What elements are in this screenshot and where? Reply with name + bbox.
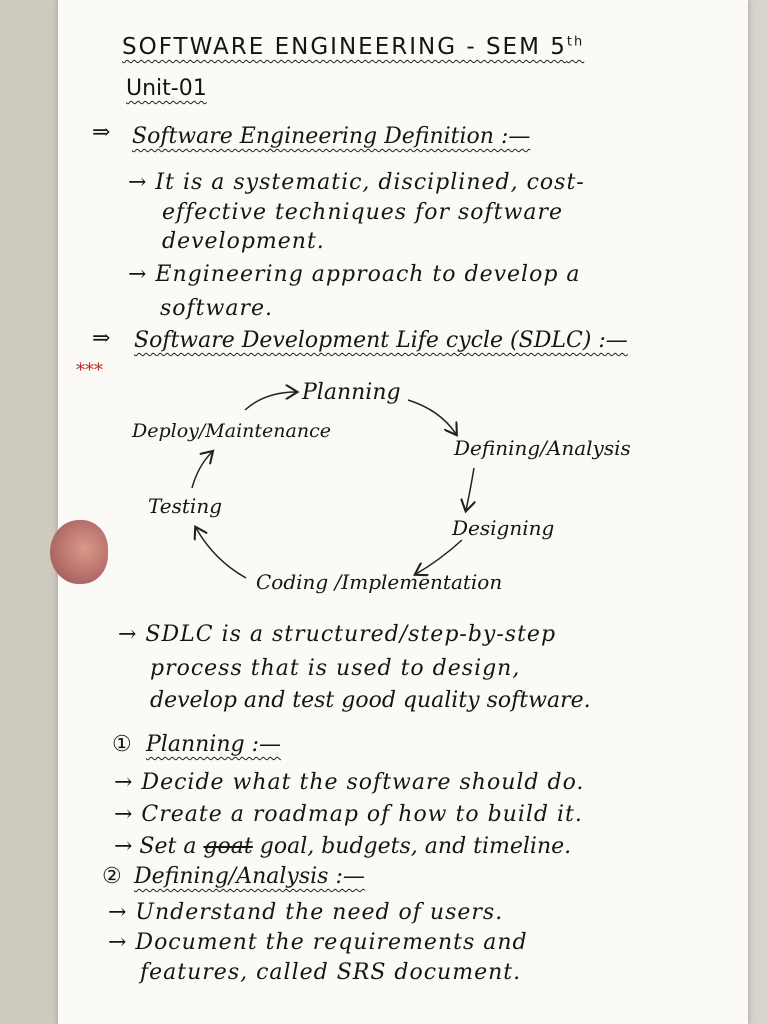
number-one-icon: ① bbox=[112, 732, 132, 757]
definition-heading: Software Engineering Definition :— bbox=[132, 124, 531, 149]
cycle-arrow bbox=[416, 540, 462, 574]
cycle-arrow bbox=[466, 468, 474, 510]
defining-heading: Defining/Analysis :— bbox=[134, 864, 365, 889]
planning-bullet: → Set a goat goal, budgets, and timeline. bbox=[114, 834, 572, 859]
struck-word: goat bbox=[203, 834, 253, 859]
sdlc-desc-line: develop and test good quality software. bbox=[150, 688, 591, 713]
page-title: SOFTWARE ENGINEERING - SEM 5th bbox=[122, 34, 585, 60]
cycle-arrow bbox=[196, 528, 246, 578]
cycle-node-defining: Defining/Analysis bbox=[454, 436, 631, 460]
defining-bullet: features, called SRS document. bbox=[140, 960, 522, 985]
arrow-icon: ⇒ bbox=[92, 326, 111, 351]
cycle-node-deploy: Deploy/Maintenance bbox=[132, 420, 331, 442]
importance-stars: *** bbox=[76, 360, 103, 381]
definition-text-line: effective techniques for software bbox=[162, 200, 563, 225]
sdlc-heading: Software Development Life cycle (SDLC) :— bbox=[134, 328, 628, 353]
sdlc-desc-line: → SDLC is a structured/step-by-step bbox=[118, 622, 557, 647]
cycle-node-designing: Designing bbox=[452, 516, 555, 540]
cycle-node-testing: Testing bbox=[148, 494, 223, 518]
defining-bullet: → Understand the need of users. bbox=[108, 900, 504, 925]
unit-label: Unit-01 bbox=[126, 76, 207, 101]
planning-bullet: → Decide what the software should do. bbox=[114, 770, 585, 795]
definition-text-line: software. bbox=[160, 296, 273, 321]
definition-text-line: → Engineering approach to develop a bbox=[128, 262, 581, 287]
cycle-node-planning: Planning bbox=[302, 380, 401, 405]
cycle-arrow bbox=[408, 400, 456, 434]
planning-heading: Planning :— bbox=[146, 732, 281, 757]
cycle-arrow bbox=[192, 452, 212, 488]
defining-bullet: → Document the requirements and bbox=[108, 930, 528, 955]
definition-text-line: development. bbox=[162, 229, 325, 254]
sdlc-desc-line: process that is used to design, bbox=[150, 656, 521, 681]
cycle-arrow bbox=[245, 392, 296, 410]
cycle-node-coding: Coding /Implementation bbox=[256, 570, 503, 594]
number-two-icon: ② bbox=[102, 864, 122, 889]
arrow-icon: ⇒ bbox=[92, 120, 111, 145]
planning-bullet: → Create a roadmap of how to build it. bbox=[114, 802, 583, 827]
definition-text-line: → It is a systematic, disciplined, cost- bbox=[128, 170, 585, 195]
